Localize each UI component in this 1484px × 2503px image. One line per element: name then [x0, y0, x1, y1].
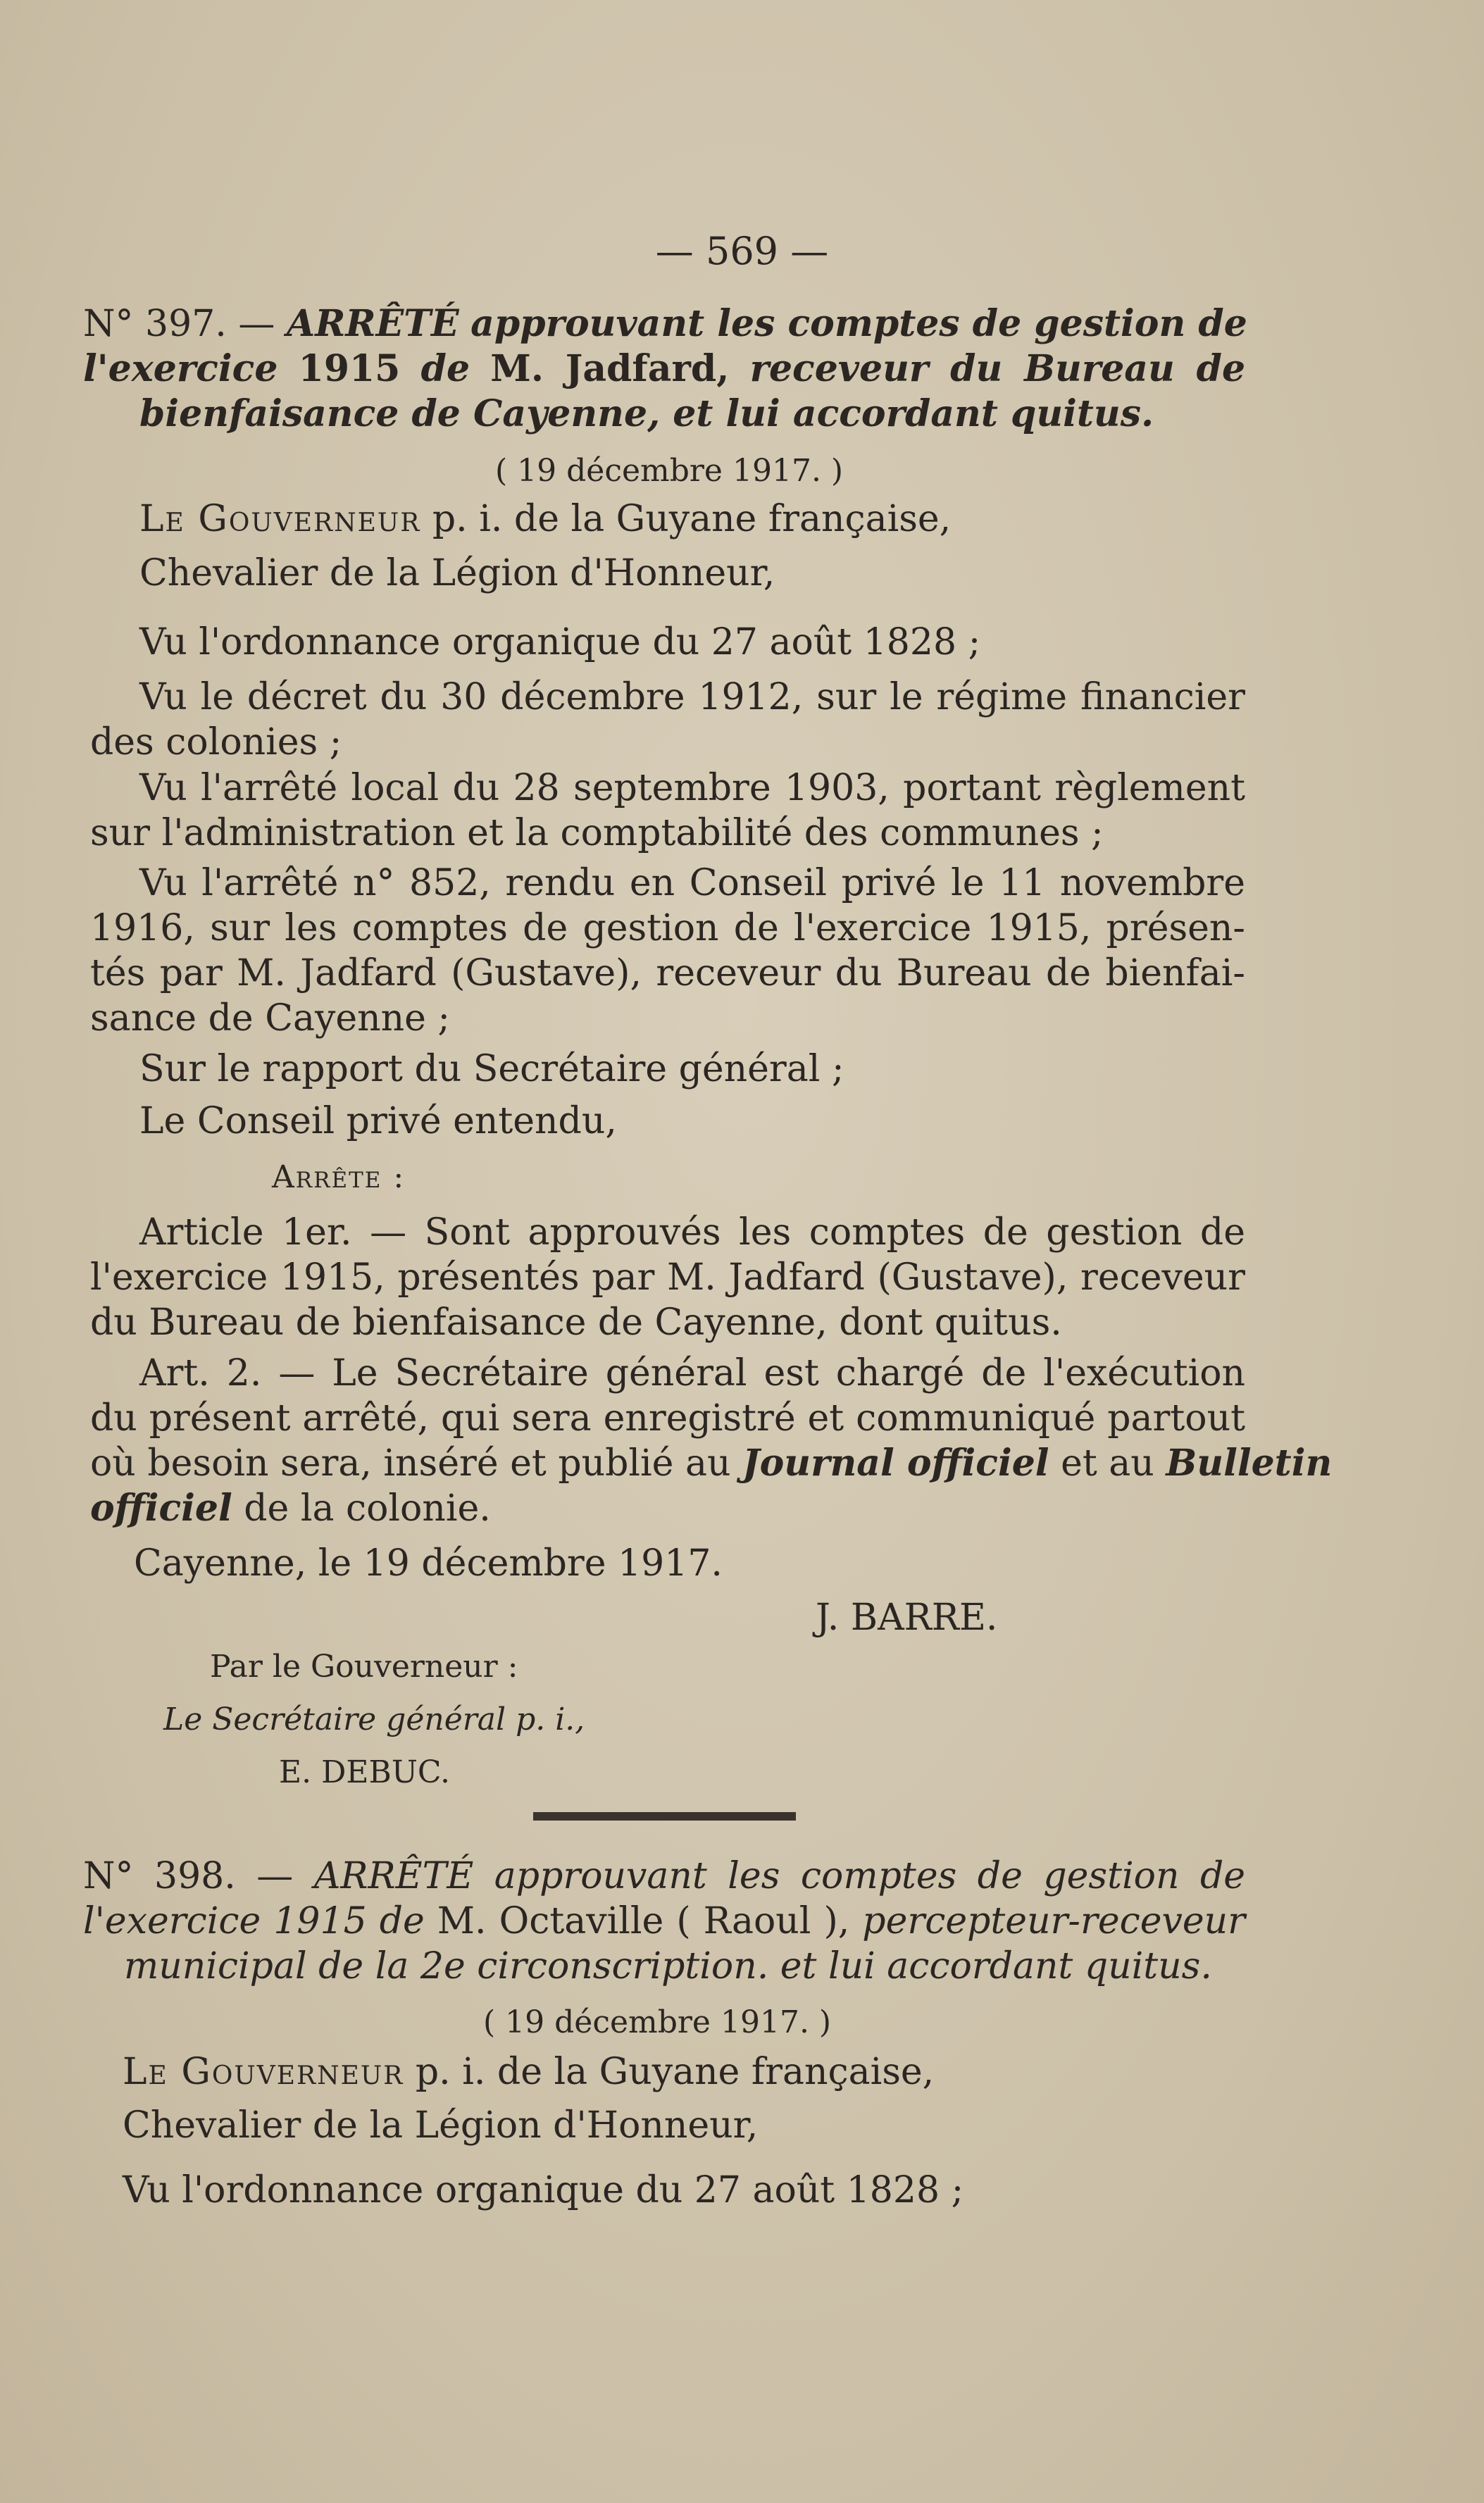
- doc397-heading-line1: N° 397. — ARRÊTÉ approuvant les comptes de gestion de: [83, 302, 1247, 345]
- doc397-vu4-line1: Vu l'arrêté n° 852, rendu en Conseil privé le 11 novembre: [139, 862, 1245, 904]
- doc398-number: N° 398. —: [83, 1855, 294, 1897]
- doc398-date: ( 19 décembre 1917. ): [483, 2004, 832, 2040]
- journal-officiel: Journal officiel: [742, 1442, 1049, 1485]
- section-divider: [533, 1812, 796, 1821]
- doc397-date: ( 19 décembre 1917. ): [495, 453, 844, 489]
- doc397-chevalier: Chevalier de la Légion d'Honneur,: [139, 552, 775, 594]
- doc397-heading-line3: bienfaisance de Cayenne, et lui accordant quitus.: [139, 392, 1154, 435]
- doc397-number: N° 397. —: [83, 303, 275, 345]
- doc397-secretaire: Le Secrétaire général p. i.,: [163, 1702, 585, 1737]
- doc398-heading-line3: municipal de la 2e circonscription. et lui accordant quitus.: [124, 1945, 1212, 1987]
- doc398-chevalier: Chevalier de la Légion d'Honneur,: [123, 2104, 759, 2147]
- doc397-vu4-line3: tés par M. Jadfard (Gustave), receveur du Bureau de bienfai-: [90, 952, 1245, 994]
- doc397-par-gouverneur: Par le Gouverneur :: [210, 1649, 518, 1685]
- doc397-art2-line4: officiel de la colonie.: [90, 1487, 491, 1530]
- doc397-vu2-line1: Vu le décret du 30 décembre 1912, sur le régime financier: [139, 676, 1245, 718]
- doc398-heading-line1: N° 398. — ARRÊTÉ approuvant les comptes de gestion de: [83, 1855, 1246, 1897]
- doc397-art1-line2: l'exercice 1915, présentés par M. Jadfard (Gustave), receveur: [90, 1256, 1245, 1299]
- doc397-place-date: Cayenne, le 19 décembre 1917.: [134, 1542, 723, 1585]
- doc397-vu3-line2: sur l'administration et la comptabilité des communes ;: [90, 812, 1104, 854]
- doc397-governor-line: Le Gouverneur p. i. de la Guyane française,: [139, 498, 952, 540]
- doc397-vu1: Vu l'ordonnance organique du 27 août 1828 ;: [139, 621, 981, 663]
- doc397-signature: J. BARRE.: [816, 1597, 998, 1639]
- doc397-conseil: Le Conseil privé entendu,: [139, 1100, 617, 1142]
- doc397-arrete: Arrête :: [272, 1159, 406, 1195]
- doc398-governor-line: Le Gouverneur p. i. de la Guyane française,: [123, 2051, 935, 2093]
- doc397-title: ARRÊTÉ: [286, 302, 459, 345]
- page-number: — 569 —: [655, 229, 829, 273]
- doc398-vu1: Vu l'ordonnance organique du 27 août 1828 ;: [123, 2169, 964, 2211]
- doc397-vu2-line2: des colonies ;: [90, 721, 342, 763]
- doc397-vu4-line4: sance de Cayenne ;: [90, 997, 450, 1040]
- doc397-art1-line1: Article 1er. — Sont approuvés les comptes de gestion de: [139, 1211, 1245, 1254]
- doc397-debuc: E. DEBUC.: [279, 1754, 450, 1790]
- doc397-sur-rapport: Sur le rapport du Secrétaire général ;: [139, 1048, 844, 1090]
- doc397-vu3-line1: Vu l'arrêté local du 28 septembre 1903, portant règlement: [139, 767, 1245, 809]
- doc397-art2-line3: où besoin sera, inséré et publié au Journal officiel et au Bulletin: [90, 1442, 1333, 1485]
- doc398-heading-line2: l'exercice 1915 de M. Octaville ( Raoul ), percepteur-receveur: [83, 1900, 1246, 1942]
- doc397-art2-line2: du présent arrêté, qui sera enregistré et communiqué partout: [90, 1397, 1245, 1440]
- doc397-art2-line1: Art. 2. — Le Secrétaire général est chargé de l'exécution: [139, 1352, 1245, 1394]
- doc397-art1-line3: du Bureau de bienfaisance de Cayenne, dont quitus.: [90, 1302, 1062, 1344]
- doc397-vu4-line2: 1916, sur les comptes de gestion de l'exercice 1915, présen-: [90, 907, 1245, 949]
- doc397-heading-line2: l'exercice 1915 de M. Jadfard, receveur du Bureau de: [83, 347, 1246, 390]
